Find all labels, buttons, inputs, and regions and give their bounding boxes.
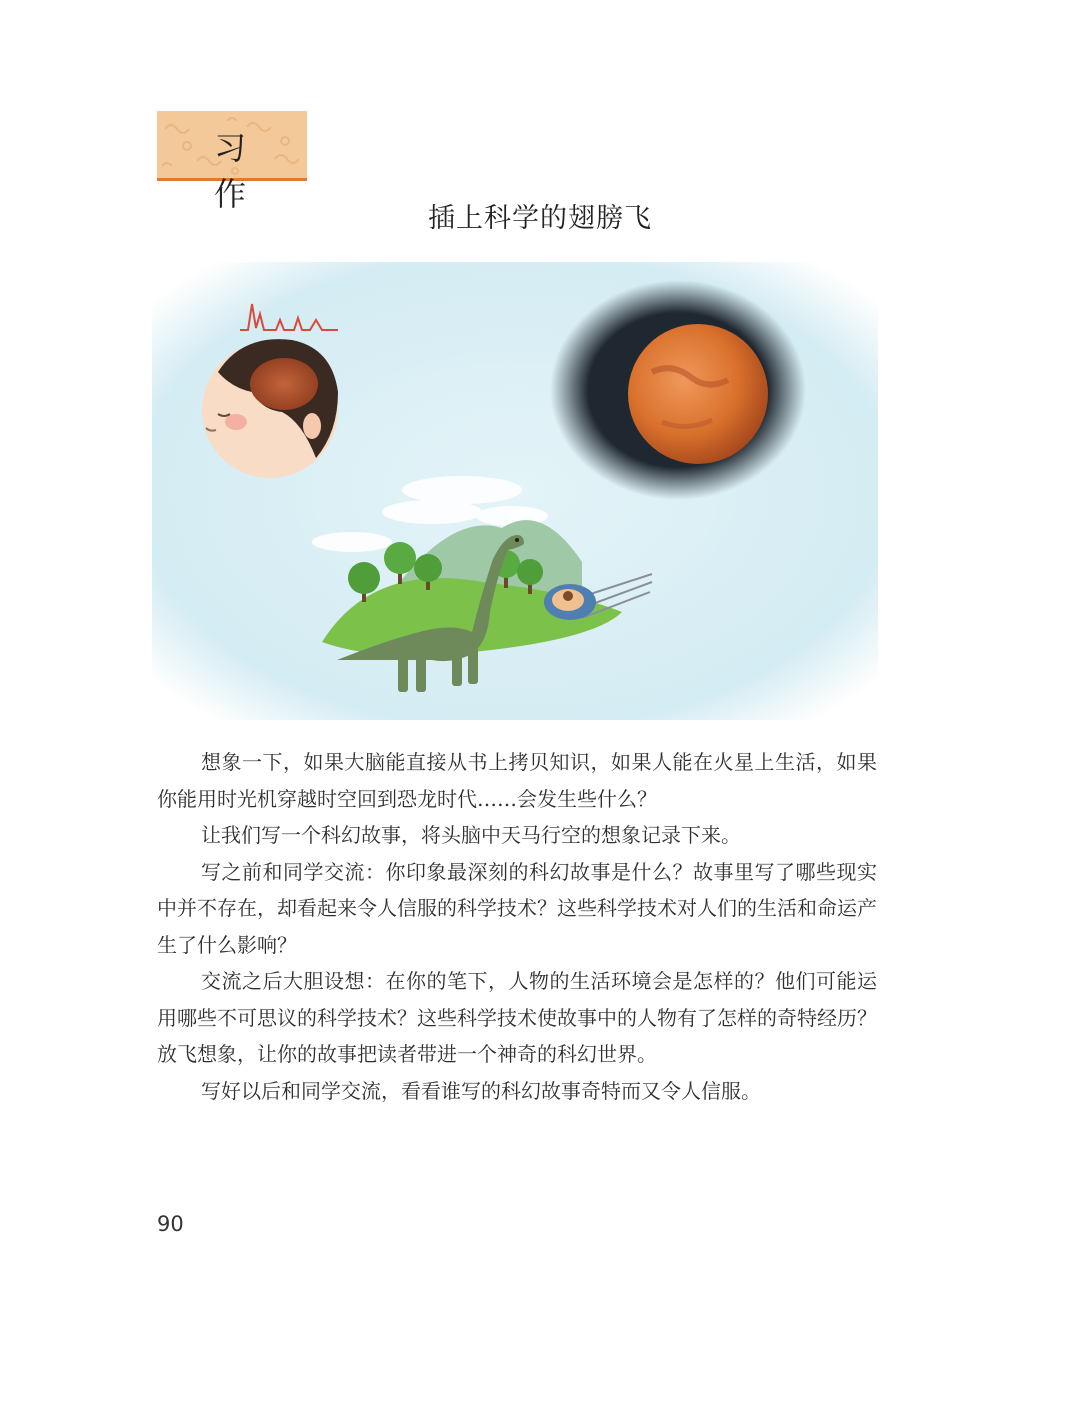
section-badge (157, 111, 307, 213)
paragraph: 写好以后和同学交流，看看谁写的科幻故事奇特而又令人信服。 (201, 1078, 761, 1103)
mars-planet-icon (628, 324, 768, 464)
illustration (152, 262, 878, 720)
page-title: 插上科学的翅膀飞 (428, 203, 652, 234)
brain-icon (250, 358, 318, 410)
paragraph: 写之前和同学交流：你印象最深刻的科幻故事是什么？故事里写了哪些现实中并不存在，却看起来令人信服的科学技术？这些科学技术对人们的生活和命运产生了什么影响？ (157, 859, 877, 957)
page-number: 90 (157, 1212, 184, 1236)
paragraph: 想象一下，如果大脑能直接从书上拷贝知识，如果人能在火星上生活，如果你能用时光机穿越时空回到恐龙时代……会发生些什么？ (157, 750, 877, 811)
paragraph: 让我们写一个科幻故事，将头脑中天马行空的想象记录下来。 (201, 823, 741, 847)
section-label: 习 作 (213, 129, 268, 213)
body-text (157, 744, 877, 1109)
paragraph: 交流之后大胆设想：在你的笔下，人物的生活环境会是怎样的？他们可能运用哪些不可思议的科学技术？这些科学技术使故事中的人物有了怎样的奇特经历？放飞想象，让你的故事把读者带进一个神奇的科幻世界。 (157, 969, 877, 1066)
